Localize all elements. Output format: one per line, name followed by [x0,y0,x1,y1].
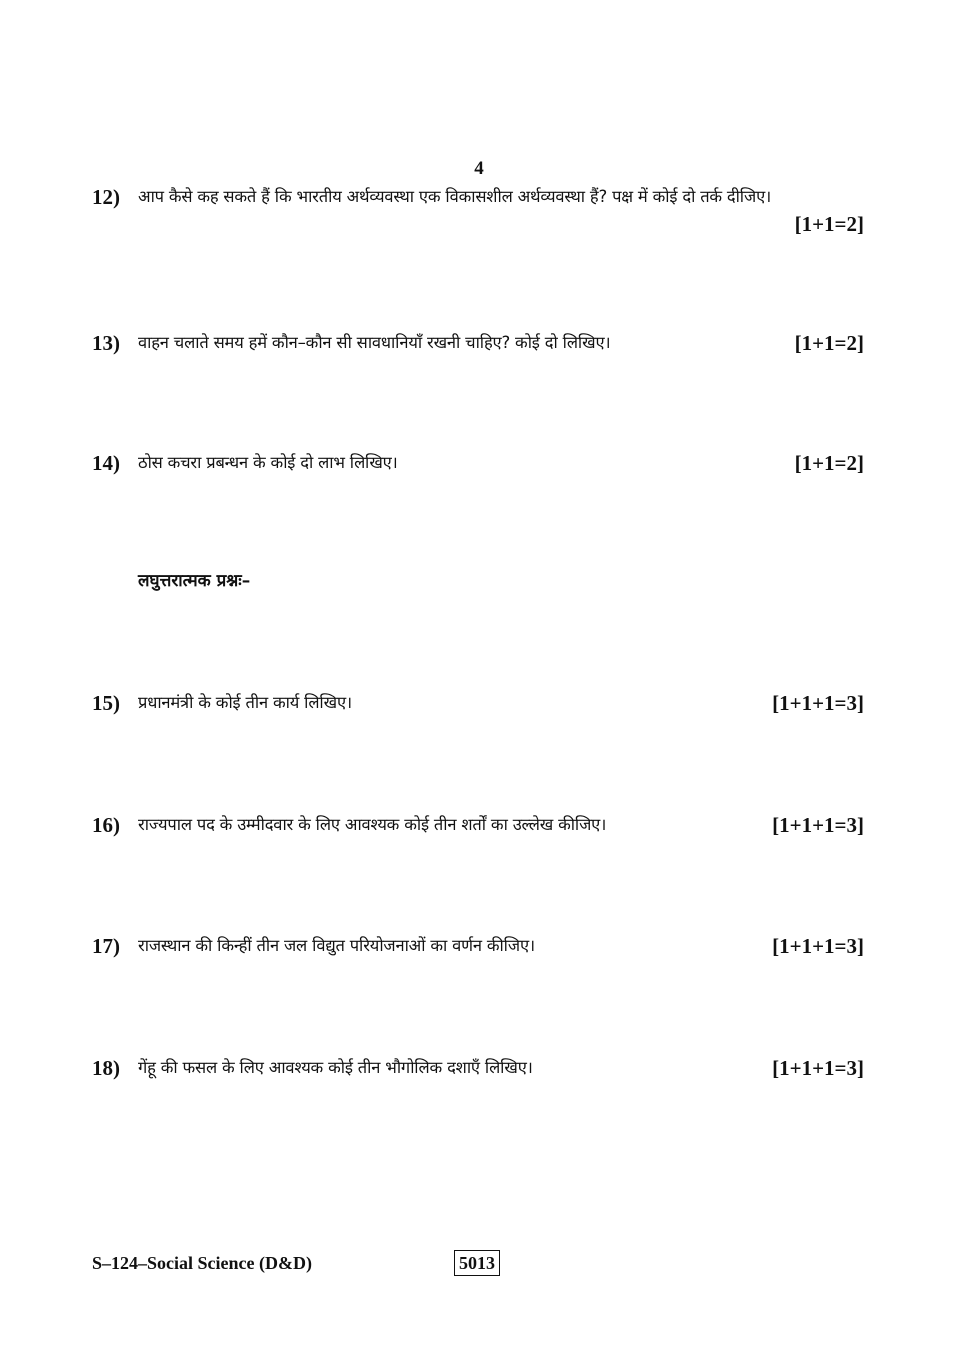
question-13 [92,330,864,356]
question-text: गेंहू की फसल के लिए आवश्यक कोई तीन भौगोलिक दशाएँ लिखिए। [138,1058,533,1077]
section-heading: लघुत्तरात्मक प्रश्नः– [138,571,251,591]
question-number: 15) [92,691,120,715]
footer-subject: S–124–Social Science (D&D) [92,1253,312,1273]
page-number: 4 [474,158,484,179]
question-number: 14) [92,451,120,475]
question-number: 13) [92,331,120,355]
question-number: 18) [92,1056,120,1080]
question-14 [92,450,864,476]
question-marks: [1+1=2] [794,212,864,236]
question-18 [92,1055,864,1081]
question-marks: [1+1+1=3] [772,813,864,837]
question-15 [92,690,864,716]
question-number: 16) [92,813,120,837]
question-number: 12) [92,185,120,209]
question-17 [92,933,864,959]
question-12 [92,184,864,238]
question-marks: [1+1+1=3] [772,691,864,715]
question-text: प्रधानमंत्री के कोई तीन कार्य लिखिए। [138,693,352,712]
question-text: राजस्थान की किन्हीं तीन जल विद्युत परियोजनाओं का वर्णन कीजिए। [138,936,535,955]
footer-paper-code: 5013 [454,1250,500,1276]
question-16 [92,812,864,838]
question-marks: [1+1+1=3] [772,934,864,958]
question-text: ठोस कचरा प्रबन्धन के कोई दो लाभ लिखिए। [138,453,398,472]
question-number: 17) [92,934,120,958]
question-text: राज्यपाल पद के उम्मीदवार के लिए आवश्यक कोई तीन शर्तों का उल्लेख कीजिए। [138,815,607,834]
question-marks: [1+1+1=3] [772,1056,864,1080]
question-marks: [1+1=2] [794,331,864,355]
question-text: आप कैसे कह सकते हैं कि भारतीय अर्थव्यवस्था एक विकासशील अर्थव्यवस्था हैं? पक्ष में कोई दो तर्क दीजिए। [138,187,772,206]
question-marks: [1+1=2] [794,451,864,475]
question-text: वाहन चलाते समय हमें कौन–कौन सी सावधानियाँ रखनी चाहिए? कोई दो लिखिए। [138,333,611,352]
